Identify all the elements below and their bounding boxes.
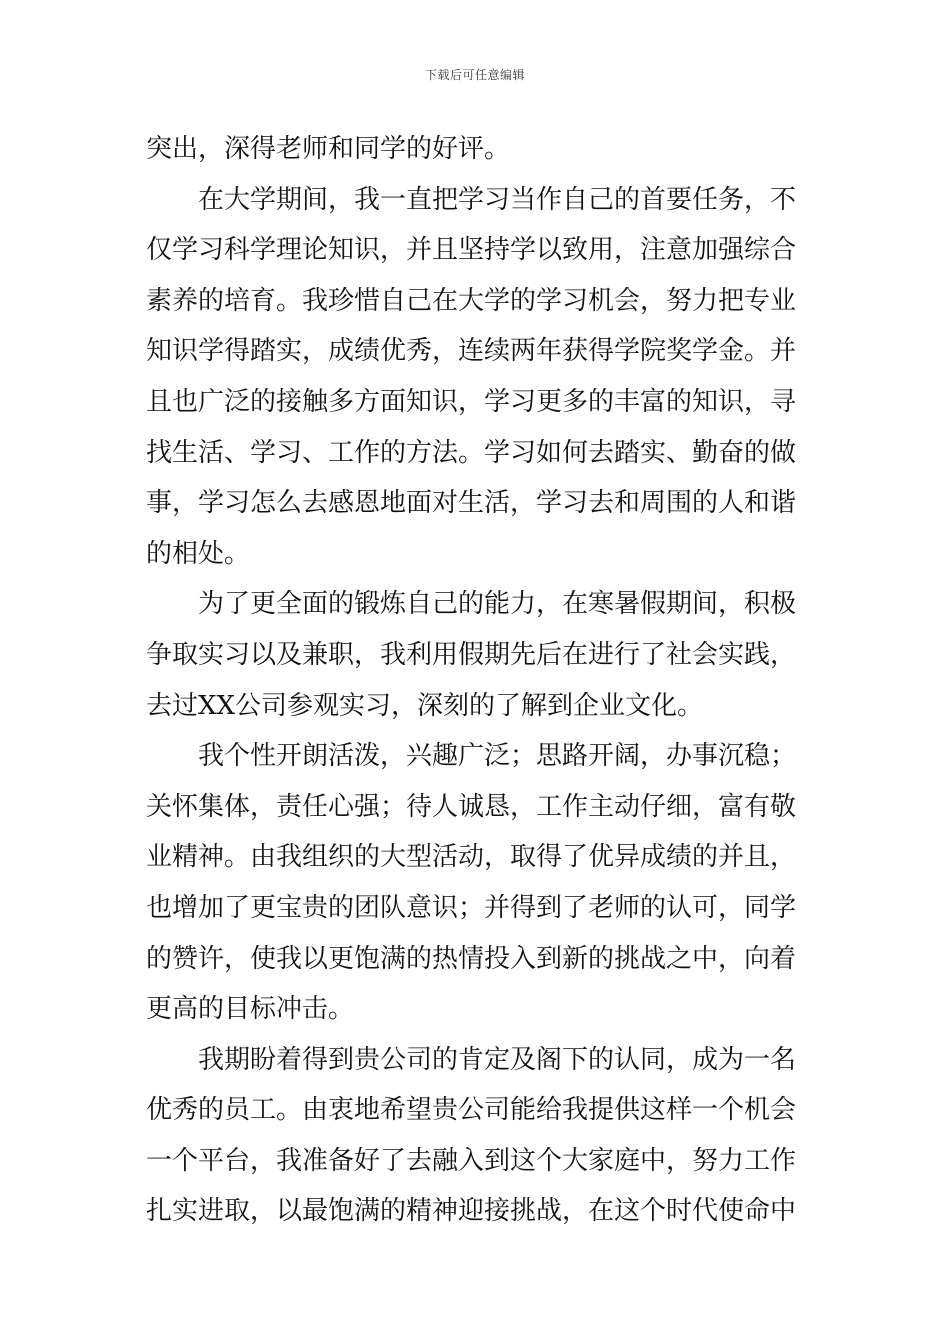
text-line: 关怀集体，责任心强；待人诚恳，工作主动仔细，富有敬 (146, 791, 797, 822)
text-line: 业精神。由我组织的大型活动，取得了优异成绩的并且， (146, 842, 797, 873)
text-line: 突出，深得老师和同学的好评。 (146, 134, 511, 164)
text-line: 事，学习怎么去感恩地面对生活，学习去和周围的人和谐 (146, 488, 797, 519)
page-header: 下载后可任意编辑 (424, 68, 525, 82)
paragraph-start-line: 我个性开朗活泼，兴趣广泛；思路开阔，办事沉稳； (198, 741, 797, 772)
text-line: 一个平台，我准备好了去融入到这个大家庭中，努力工作 (146, 1145, 797, 1176)
text-line: 去过XX公司参观实习，深刻的了解到企业文化。 (146, 690, 704, 721)
text-line: 优秀的员工。由衷地希望贵公司能给我提供这样一个机会 (146, 1095, 797, 1126)
text-line: 争取实习以及兼职，我利用假期先后在进行了社会实践， (146, 639, 797, 670)
text-line: 更高的目标冲击。 (146, 994, 355, 1025)
text-line: 扎实进取，以最饱满的精神迎接挑战，在这个时代使命中 (146, 1196, 797, 1227)
text-line: 知识学得踏实，成绩优秀，连续两年获得学院奖学金。并 (146, 336, 797, 367)
text-line: 找生活、学习、工作的方法。学习如何去踏实、勤奋的做 (146, 437, 797, 468)
text-line: 仅学习科学理论知识，并且坚持学以致用，注意加强综合 (146, 235, 797, 266)
paragraph-start-line: 我期盼着得到贵公司的肯定及阁下的认同，成为一名 (198, 1044, 797, 1075)
paragraph-start-line: 在大学期间，我一直把学习当作自己的首要任务，不 (198, 184, 797, 215)
text-line: 素养的培育。我珍惜自己在大学的学习机会，努力把专业 (146, 285, 797, 316)
paragraph-start-line: 为了更全面的锻炼自己的能力，在寒暑假期间，积极 (198, 589, 797, 620)
text-line: 也增加了更宝贵的团队意识；并得到了老师的认可，同学 (146, 892, 797, 923)
text-line: 的相处。 (146, 538, 251, 569)
text-line: 的赞许，使我以更饱满的热情投入到新的挑战之中，向着 (146, 943, 797, 974)
letter-body (146, 128, 808, 1241)
text-line: 且也广泛的接触多方面知识，学习更多的丰富的知识，寻 (146, 386, 797, 417)
